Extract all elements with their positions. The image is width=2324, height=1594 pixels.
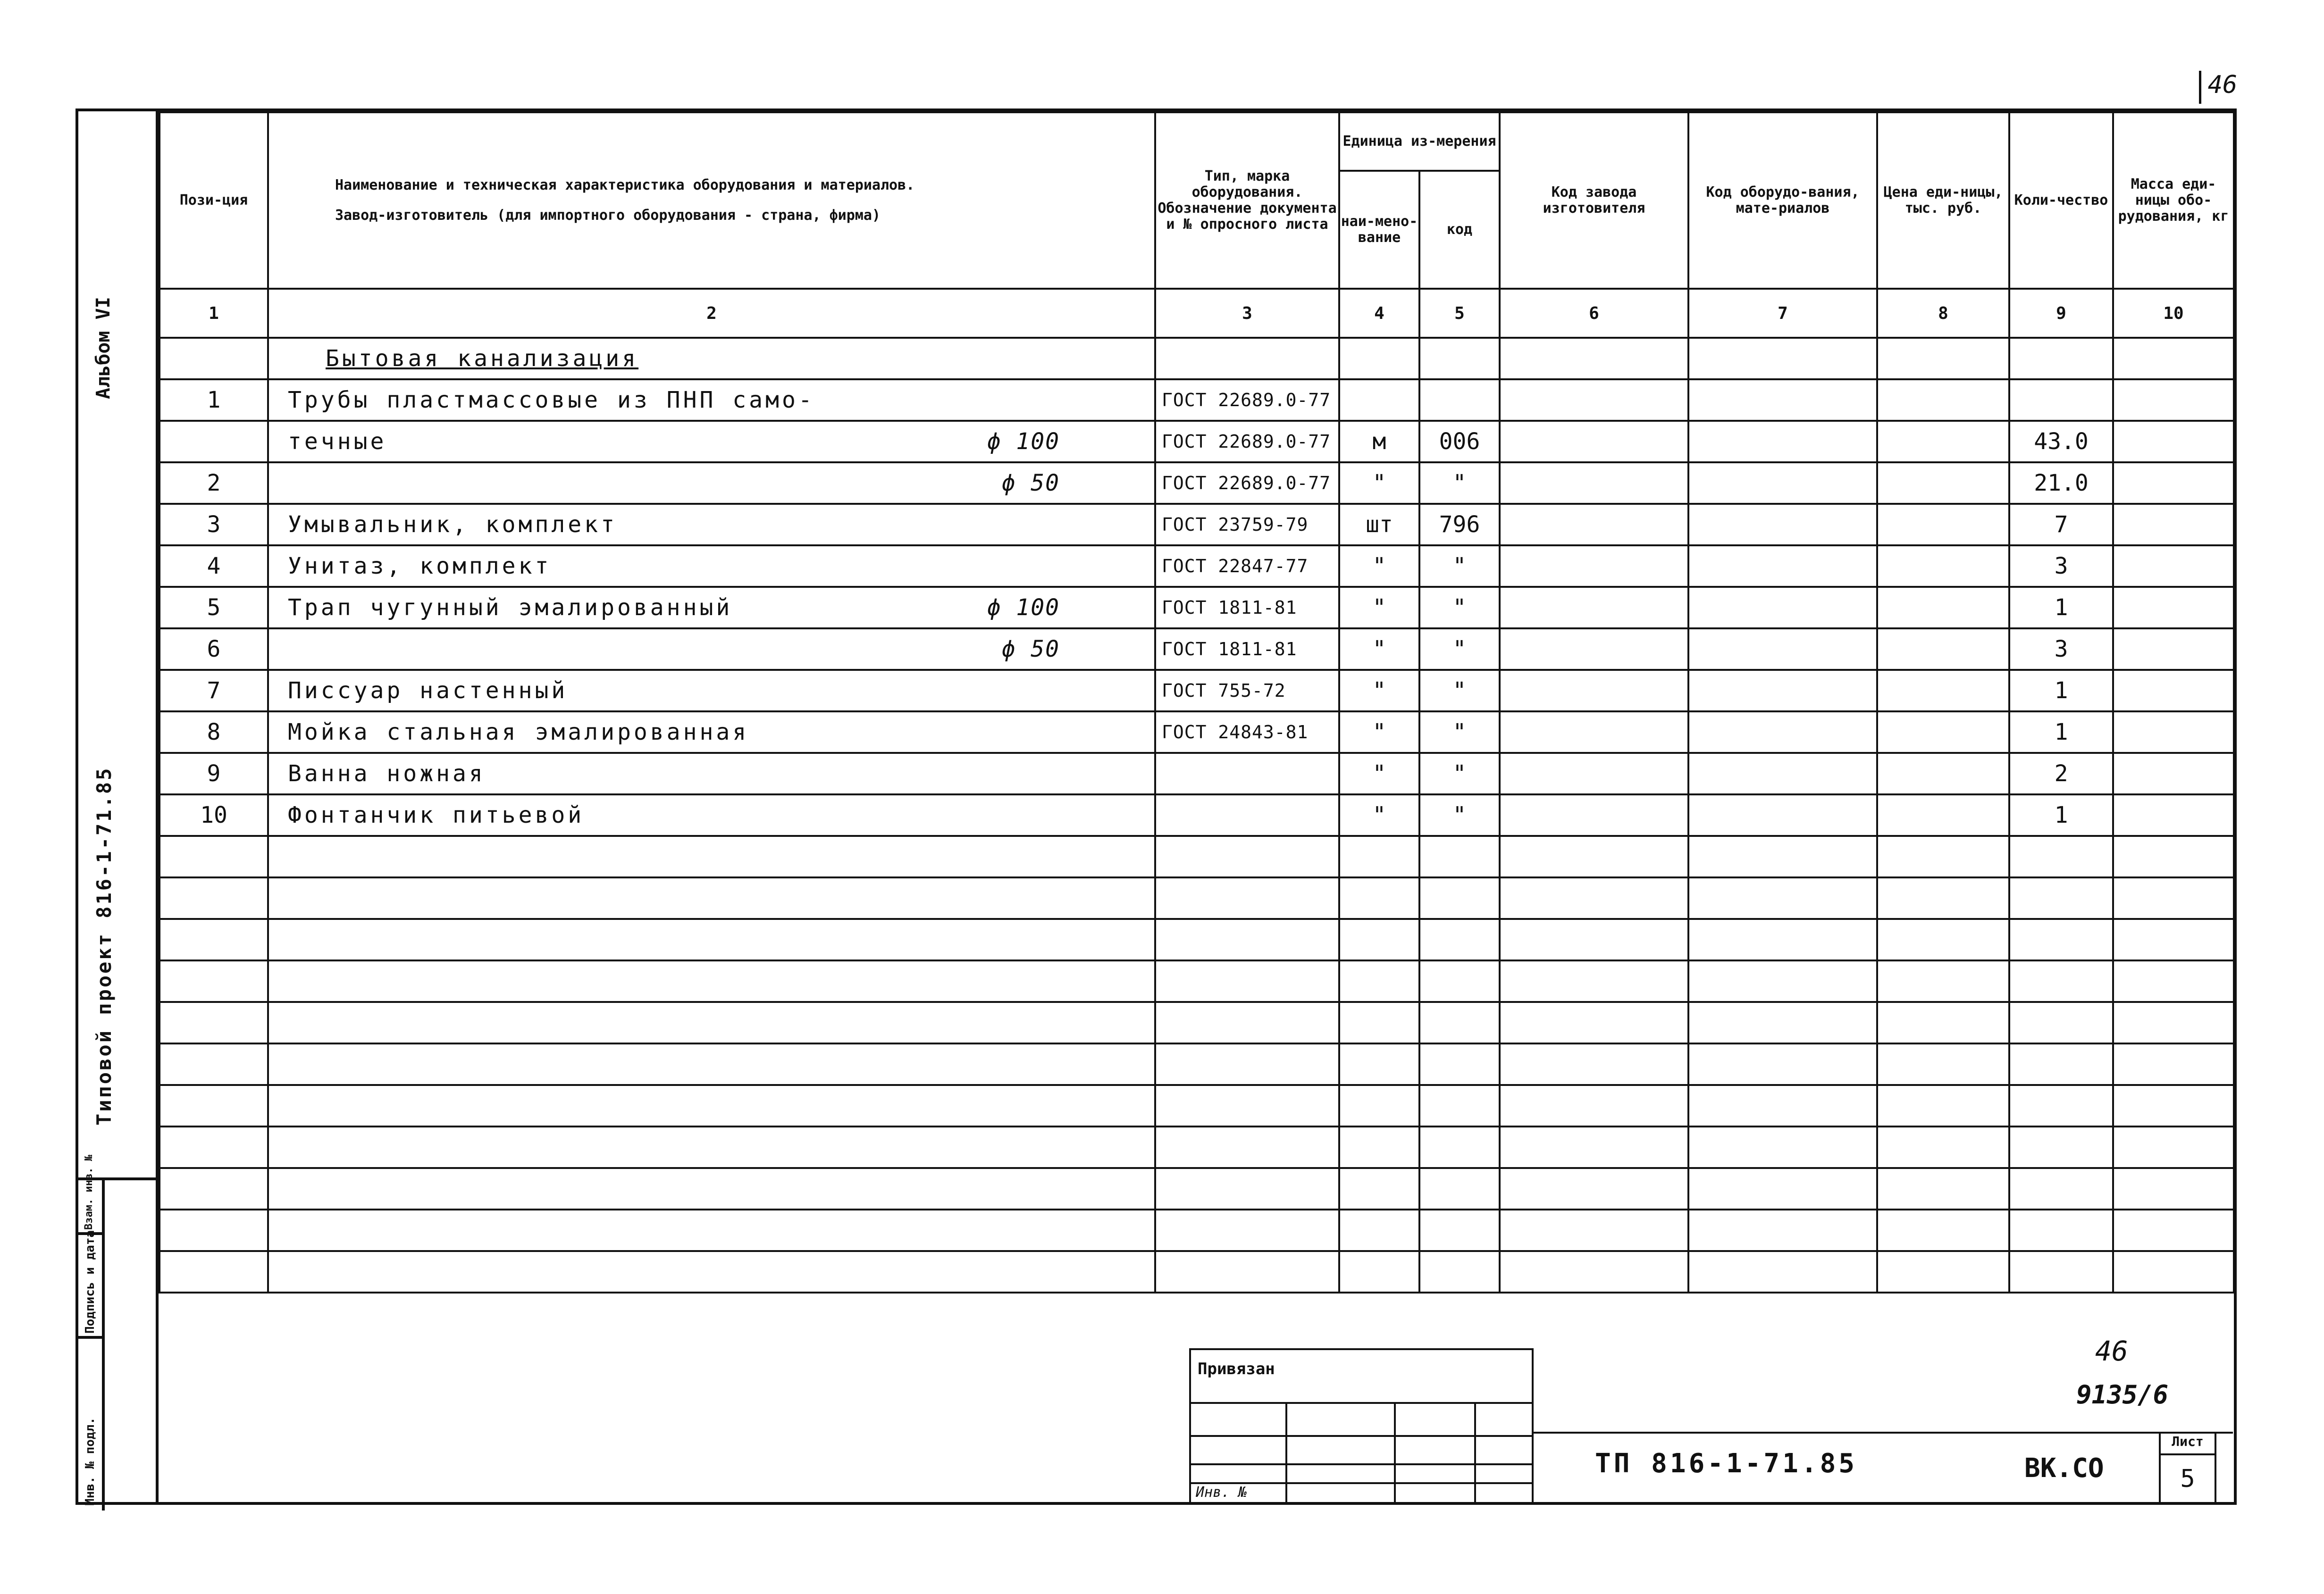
header-row-top [159,112,2234,171]
position-cell: 5 [159,587,268,628]
quantity-cell [2009,379,2113,421]
name-text: Писсуар настенный [288,677,568,704]
header-position: Пози-ция [159,112,268,289]
document-mark: ВК.СО [2024,1453,2104,1484]
column-number: 9 [2009,289,2113,338]
unit-code-cell: " [1419,587,1500,628]
position-cell: 4 [159,545,268,587]
header-price: Цена еди-ницы, тыс. руб. [1877,112,2009,289]
position-cell: 9 [159,753,268,794]
column-number: 7 [1688,289,1877,338]
unit-code-cell: " [1419,794,1500,836]
attached-label: Привязан [1198,1360,1275,1378]
sheet-box [2159,1432,2216,1505]
position-cell [159,421,268,462]
name-cell [268,462,1155,504]
name-cell [268,545,1155,587]
empty-row [159,1210,2234,1251]
document-cell: ГОСТ 755-72 [1155,670,1339,711]
document-cell: ГОСТ 22689.0-77 [1155,462,1339,504]
name-text: Фонтанчик питьевой [288,802,585,828]
unit-code-cell: " [1419,545,1500,587]
table-row [159,628,2234,670]
position-cell: 7 [159,670,268,711]
table-row [159,379,2234,421]
name-cell [268,753,1155,794]
sheet-value: 5 [2180,1465,2195,1493]
quantity-cell: 21.0 [2009,462,2113,504]
stamp-inv-label: Инв. № подл. [83,1417,97,1506]
section-title-row [159,338,2234,379]
document-cell: ГОСТ 22689.0-77 [1155,379,1339,421]
specification-table [159,111,2235,1294]
name-cell [268,421,1155,462]
name-cell [268,711,1155,753]
table-row [159,504,2234,545]
quantity-cell: 7 [2009,504,2113,545]
header-factory-code: Код завода изготовителя [1500,112,1688,289]
left-binding-strip [76,108,156,1505]
empty-row [159,836,2234,877]
unit-code-cell: " [1419,628,1500,670]
empty-row [159,1251,2234,1293]
column-number: 1 [159,289,268,338]
header-unit-name: наи-мено-вание [1339,171,1419,289]
header-unit-code: код [1419,171,1500,289]
unit-code-cell [1419,379,1500,421]
empty-row [159,960,2234,1002]
unit-name-cell: м [1339,421,1419,462]
unit-name-cell: " [1339,545,1419,587]
table-row [159,462,2234,504]
attached-stamp [1189,1348,1534,1504]
unit-name-cell: " [1339,794,1419,836]
quantity-cell: 1 [2009,587,2113,628]
position-cell: 6 [159,628,268,670]
header-name-line2: Завод-изготовитель (для импортного оборудования - страна, фирма) [335,207,881,224]
unit-name-cell: " [1339,587,1419,628]
sheet-handwritten-number: 46 [2095,1335,2128,1367]
unit-name-cell: " [1339,670,1419,711]
unit-code-cell: " [1419,462,1500,504]
quantity-cell: 1 [2009,711,2113,753]
empty-row [159,1085,2234,1127]
unit-code-cell: " [1419,670,1500,711]
column-number: 8 [1877,289,2009,338]
column-number-row [159,289,2234,338]
position-cell: 1 [159,379,268,421]
name-text: Ванна ножная [288,760,486,787]
document-cell: ГОСТ 1811-81 [1155,587,1339,628]
table-row [159,794,2234,836]
position-cell: 3 [159,504,268,545]
name-cell [268,504,1155,545]
title-block-divider [1534,1432,2233,1434]
document-cell: ГОСТ 22689.0-77 [1155,421,1339,462]
unit-name-cell: " [1339,462,1419,504]
quantity-cell: 43.0 [2009,421,2113,462]
header-name-line1: Наименование и техническая характеристика оборудования и материалов. [335,177,915,193]
document-cell: ГОСТ 24843-81 [1155,711,1339,753]
stamp-replace-label: Взам. инв. № [83,1155,95,1230]
table-row [159,753,2234,794]
sheet-label: Лист [2161,1434,2215,1455]
name-cell [268,670,1155,711]
unit-code-cell: 006 [1419,421,1500,462]
column-number: 2 [268,289,1155,338]
empty-row [159,877,2234,919]
diameter-text: ϕ 100 [987,428,1060,455]
header-mass: Масса еди-ницы обо-рудования, кг [2113,112,2234,289]
diameter-text: ϕ 50 [1001,636,1060,662]
table-row [159,587,2234,628]
column-number: 4 [1339,289,1419,338]
quantity-cell: 1 [2009,794,2113,836]
header-type: Тип, марка оборудования. Обозначение документа и № опросного листа [1155,112,1339,289]
unit-name-cell: " [1339,753,1419,794]
column-number: 6 [1500,289,1688,338]
document-cell [1155,753,1339,794]
quantity-cell: 3 [2009,545,2113,587]
unit-code-cell: 796 [1419,504,1500,545]
name-cell [268,587,1155,628]
empty-row [159,1043,2234,1085]
unit-code-cell: " [1419,711,1500,753]
album-label: Альбом VI [92,297,114,399]
unit-name-cell: " [1339,711,1419,753]
document-cell: ГОСТ 22847-77 [1155,545,1339,587]
inv-label: Инв. № [1196,1484,1247,1501]
header-name [268,112,1155,289]
page-number: 46 [2199,71,2244,104]
empty-row [159,919,2234,960]
name-text: Умывальник, комплект [288,511,617,538]
name-text: Трубы пластмассовые из ПНП само- [288,387,815,413]
header-unit-group: Единица из-мерения [1339,112,1500,171]
document-cell: ГОСТ 23759-79 [1155,504,1339,545]
table-row [159,545,2234,587]
unit-name-cell [1339,379,1419,421]
position-cell: 2 [159,462,268,504]
document-cell: ГОСТ 1811-81 [1155,628,1339,670]
project-label: Типовой проект 816-1-71.85 [92,766,116,1126]
archive-number: 9135/6 [2076,1380,2169,1410]
name-text: Мойка стальная эмалированная [288,719,749,745]
column-number: 5 [1419,289,1500,338]
document-cell [1155,794,1339,836]
table-row [159,421,2234,462]
quantity-cell: 2 [2009,753,2113,794]
position-cell: 8 [159,711,268,753]
position-cell: 10 [159,794,268,836]
name-cell [268,628,1155,670]
table-row [159,670,2234,711]
diameter-text: ϕ 50 [1001,470,1060,496]
quantity-cell: 3 [2009,628,2113,670]
name-text: Унитаз, комплект [288,553,552,579]
stamp-sign-label: Подпись и дата [83,1230,97,1334]
table-row [159,711,2234,753]
name-cell [268,379,1155,421]
empty-row [159,1168,2234,1210]
empty-row [159,1002,2234,1043]
diameter-text: ϕ 100 [987,594,1060,621]
name-text: течные [288,428,387,455]
unit-code-cell: " [1419,753,1500,794]
header-equipment-code: Код оборудо-вания, мате-риалов [1688,112,1877,289]
archive-stamp-box [78,1155,156,1511]
name-text: Трап чугунный эмалированный [288,594,733,621]
unit-name-cell: шт [1339,504,1419,545]
header-quantity: Коли-чество [2009,112,2113,289]
designation: ТП 816-1-71.85 [1595,1448,1858,1479]
column-number: 3 [1155,289,1339,338]
name-cell [268,794,1155,836]
unit-name-cell: " [1339,628,1419,670]
quantity-cell: 1 [2009,670,2113,711]
empty-row [159,1127,2234,1168]
column-number: 10 [2113,289,2234,338]
section-title: Бытовая канализация [268,338,1155,379]
